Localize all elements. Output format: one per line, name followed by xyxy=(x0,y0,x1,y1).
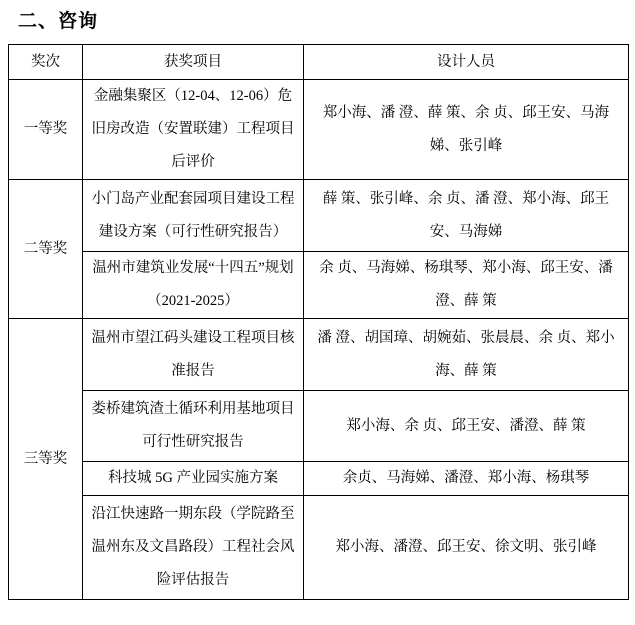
designers-cell: 余 贞、马海娣、杨琪琴、郑小海、邱王安、潘 澄、薛 策 xyxy=(304,252,629,319)
table-row xyxy=(9,496,629,600)
award-table xyxy=(8,44,629,600)
project-cell: 沿江快速路一期东段（学院路至温州东及文昌路段）工程社会风险评估报告 xyxy=(83,496,304,600)
column-header-award-level: 奖次 xyxy=(9,45,83,80)
project-cell: 小门岛产业配套园项目建设工程建设方案（可行性研究报告） xyxy=(83,180,304,252)
designers-cell: 郑小海、潘 澄、薛 策、余 贞、邱王安、马海娣、张引峰 xyxy=(304,80,629,180)
award-cell-second-prize: 二等奖 xyxy=(9,180,83,319)
award-cell-third-prize: 三等奖 xyxy=(9,319,83,600)
table-header-row xyxy=(9,45,629,80)
project-cell: 温州市望江码头建设工程项目核准报告 xyxy=(83,319,304,391)
project-cell: 温州市建筑业发展“十四五”规划（2021-2025） xyxy=(83,252,304,319)
project-cell: 金融集聚区（12-04、12-06）危旧房改造（安置联建）工程项目后评价 xyxy=(83,80,304,180)
table-row xyxy=(9,319,629,391)
designers-cell: 余贞、马海娣、潘澄、郑小海、杨琪琴 xyxy=(304,462,629,496)
table-row xyxy=(9,252,629,319)
designers-cell: 潘 澄、胡国璋、胡婉茹、张晨晨、余 贞、郑小海、薛 策 xyxy=(304,319,629,391)
award-cell-first-prize: 一等奖 xyxy=(9,80,83,180)
project-cell: 科技城 5G 产业园实施方案 xyxy=(83,462,304,496)
designers-cell: 郑小海、余 贞、邱王安、潘澄、薛 策 xyxy=(304,391,629,462)
section-title: 二、咨询 xyxy=(18,11,99,32)
table-row xyxy=(9,462,629,496)
table-row xyxy=(9,180,629,252)
table-row xyxy=(9,391,629,462)
column-header-designers: 设计人员 xyxy=(304,45,629,80)
table-row xyxy=(9,80,629,180)
project-cell: 娄桥建筑渣土循环利用基地项目可行性研究报告 xyxy=(83,391,304,462)
column-header-project: 获奖项目 xyxy=(83,45,304,80)
designers-cell: 郑小海、潘澄、邱王安、徐文明、张引峰 xyxy=(304,496,629,600)
designers-cell: 薛 策、张引峰、余 贞、潘 澄、郑小海、邱王安、马海娣 xyxy=(304,180,629,252)
